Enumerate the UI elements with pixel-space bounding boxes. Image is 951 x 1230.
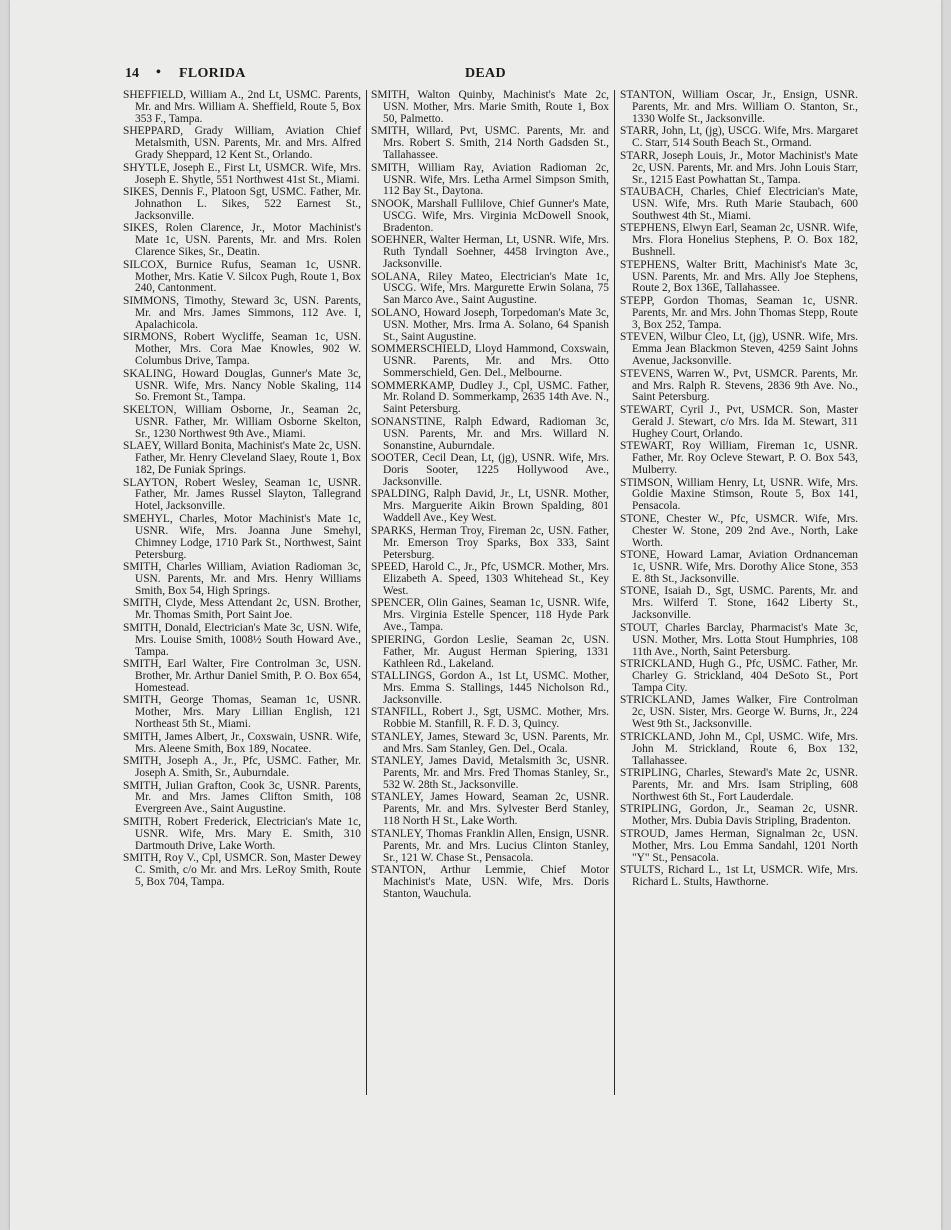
casualty-entry: SLAEY, Willard Bonita, Machinist's Mate 2c, USN. Father, Mr. Henry Cleveland Slaey, Route 1, Box 182, De Funiak Springs. xyxy=(123,440,361,477)
casualty-entry: SPARKS, Herman Troy, Fireman 2c, USN. Father, Mr. Emerson Troy Sparks, Box 333, Saint Petersburg. xyxy=(371,524,609,561)
column-1 xyxy=(123,90,361,889)
casualty-entry: SOLANO, Howard Joseph, Torpedoman's Mate 3c, USN. Mother, Mrs. Irma A. Solano, 64 Spanish St., Saint Augustine. xyxy=(371,306,609,343)
casualty-entry: SMITH, James Albert, Jr., Coxswain, USNR. Wife, Mrs. Aleene Smith, Box 189, Nocatee. xyxy=(123,730,361,755)
casualty-entry: SMITH, Willard, Pvt, USMC. Parents, Mr. and Mrs. Robert S. Smith, 214 North Gadsden St., Tallahassee. xyxy=(371,125,609,162)
casualty-entry: SMITH, Clyde, Mess Attendant 2c, USN. Brother, Mr. Thomas Smith, Port Saint Joe. xyxy=(123,597,361,622)
casualty-entry: SOMMERKAMP, Dudley J., Cpl, USMC. Father, Mr. Roland D. Sommerkamp, 2635 14th Ave. N., Saint Petersburg. xyxy=(371,379,609,416)
casualty-entry: SMEHYL, Charles, Motor Machinist's Mate 1c, USNR. Wife, Mrs. Joanna June Smehyl, Chimney Lodge, 1710 Park St., Northwest, Saint Petersburg. xyxy=(123,512,361,561)
document-page xyxy=(10,0,941,1230)
casualty-entry: STARR, John, Lt, (jg), USCG. Wife, Mrs. Margaret C. Starr, 514 South Beach St., Ormand. xyxy=(620,125,858,150)
casualty-entry: SHYTLE, Joseph E., First Lt, USMCR. Wife, Mrs. Joseph E. Shytle, 551 Northwest 41st St., Miami. xyxy=(123,161,361,186)
casualty-entry: STONE, Chester W., Pfc, USMCR. Wife, Mrs. Chester W. Stone, 209 2nd Ave., North, Lake Worth. xyxy=(620,512,858,549)
casualty-entry: STRICKLAND, Hugh G., Pfc, USMC. Father, Mr. Charley G. Strickland, 404 DeSoto St., Port Tampa City. xyxy=(620,658,858,694)
bullet-separator: • xyxy=(156,65,161,80)
casualty-entry: SIRMONS, Robert Wycliffe, Seaman 1c, USN. Mother, Mrs. Cora Mae Knowles, 902 W. Columbus Drive, Tampa. xyxy=(123,331,361,368)
casualty-entry: SMITH, Roy V., Cpl, USMCR. Son, Master Dewey C. Smith, c/o Mr. and Mrs. LeRoy Smith, Route 5, Box 704, Tampa. xyxy=(123,852,361,888)
casualty-entry: SMITH, Charles William, Aviation Radioman 3c, USN. Parents, Mr. and Mrs. Henry Williams Smith, Box 54, High Springs. xyxy=(123,561,361,597)
casualty-entry: SMITH, Walton Quinby, Machinist's Mate 2c, USN. Mother, Mrs. Marie Smith, Route 1, Box 50, Palmetto. xyxy=(371,89,609,125)
casualty-entry: SMITH, William Ray, Aviation Radioman 2c, USNR. Wife, Mrs. Letha Armel Simpson Smith, 112 Bay St., Daytona. xyxy=(371,161,609,198)
casualty-entry: STRIPLING, Charles, Steward's Mate 2c, USNR. Parents, Mr. and Mrs. Isam Stripling, 608 Northwest 6th St., Fort Lauderdale. xyxy=(620,767,858,803)
casualty-entry: STEPHENS, Elwyn Earl, Seaman 2c, USNR. Wife, Mrs. Flora Honelius Stephens, P. O. Box 182, Bushnell. xyxy=(620,222,858,259)
casualty-entry: STALLINGS, Gordon A., 1st Lt, USMC. Mother, Mrs. Emma S. Stallings, 1445 Nicholson Rd., Jacksonville. xyxy=(371,670,609,706)
casualty-entry: SOOTER, Cecil Dean, Lt, (jg), USNR. Wife, Mrs. Doris Sooter, 1225 Hollywood Ave., Jacksonville. xyxy=(371,452,609,488)
casualty-entry: SMITH, Joseph A., Jr., Pfc, USMC. Father, Mr. Joseph A. Smith, Sr., Auburndale. xyxy=(123,755,361,780)
casualty-entry: SONANSTINE, Ralph Edward, Radioman 3c, USN. Parents, Mr. and Mrs. Willard N. Sonanstine, Auburndale. xyxy=(371,415,609,452)
casualty-entry: STONE, Isaiah D., Sgt, USMC. Parents, Mr. and Mrs. Wilferd T. Stone, 1642 Liberty St., Jacksonville. xyxy=(620,585,858,622)
casualty-entry: STRICKLAND, John M., Cpl, USMC. Wife, Mrs. John M. Strickland, Route 6, Box 132, Tallahassee. xyxy=(620,730,858,767)
casualty-entry: STULTS, Richard L., 1st Lt, USMCR. Wife, Mrs. Richard L. Stults, Hawthorne. xyxy=(620,864,858,888)
casualty-entry: SOMMERSCHIELD, Lloyd Hammond, Coxswain, USNR. Parents, Mr. and Mrs. Otto Sommerschield, Gen. Del., Melbourne. xyxy=(371,343,609,379)
page-header xyxy=(10,66,941,84)
casualty-entry: STONE, Howard Lamar, Aviation Ordnanceman 1c, USNR. Wife, Mrs. Dorothy Alice Stone, 353 E. 8th St., Jacksonville. xyxy=(620,549,858,585)
casualty-entry: SOLANA, Riley Mateo, Electrician's Mate 1c, USCG. Wife, Mrs. Margurette Erwin Solana, 75 San Marco Ave., Saint Augustine. xyxy=(371,270,609,307)
casualty-entry: SNOOK, Marshall Fullilove, Chief Gunner's Mate, USCG. Wife, Mrs. Virginia McDowell Snook, Bradenton. xyxy=(371,197,609,234)
casualty-entry: SKALING, Howard Douglas, Gunner's Mate 3c, USNR. Wife, Mrs. Nancy Noble Skaling, 114 So. Fremont St., Tampa. xyxy=(123,367,361,404)
casualty-entry: STRIPLING, Gordon, Jr., Seaman 2c, USNR. Mother, Mrs. Dubia Davis Stripling, Bradenton. xyxy=(620,803,858,828)
casualty-entry: STOUT, Charles Barclay, Pharmacist's Mate 3c, USN. Mother, Mrs. Lotta Stout Humphries, 108 11th Ave., North, Saint Petersburg. xyxy=(620,621,858,658)
casualty-entry: STANTON, Arthur Lemmie, Chief Motor Machinist's Mate, USN. Wife, Mrs. Doris Stanton, Wauchula. xyxy=(371,864,609,900)
casualty-entry: SMITH, George Thomas, Seaman 1c, USNR. Mother, Mrs. Mary Lillian English, 121 Northeast 5th St., Miami. xyxy=(123,694,361,731)
casualty-entry: SPEED, Harold C., Jr., Pfc, USMCR. Mother, Mrs. Elizabeth A. Speed, 1303 Whitehead St., Key West. xyxy=(371,561,609,597)
casualty-entry: STEVENS, Warren W., Pvt, USMCR. Parents, Mr. and Mrs. Ralph R. Stevens, 2836 9th Ave. No., Saint Petersburg. xyxy=(620,367,858,404)
casualty-entry: SIKES, Rolen Clarence, Jr., Motor Machinist's Mate 1c, USN. Parents, Mr. and Mrs. Rolen Clarence Sikes, Sr., Deatin. xyxy=(123,222,361,259)
casualty-entry: SPIERING, Gordon Leslie, Seaman 2c, USN. Father, Mr. August Herman Spiering, 1331 Kathleen Rd., Lakeland. xyxy=(371,633,609,670)
casualty-entry: SIKES, Dennis F., Platoon Sgt, USMC. Father, Mr. Johnathon L. Sikes, 522 Earnest St., Jacksonville. xyxy=(123,186,361,222)
casualty-entry: STANLEY, James David, Metalsmith 3c, USNR. Parents, Mr. and Mrs. Fred Thomas Stanley, Sr., 532 W. 28th St., Jacksonville. xyxy=(371,755,609,791)
casualty-entry: STIMSON, William Henry, Lt, USNR. Wife, Mrs. Goldie Maxine Stimson, Route 5, Box 141, Pensacola. xyxy=(620,476,858,513)
casualty-entry: SKELTON, William Osborne, Jr., Seaman 2c, USNR. Father, Mr. William Osborne Skelton, Sr., 1230 Northwest 9th Ave., Miami. xyxy=(123,403,361,440)
casualty-entry: STEWART, Cyril J., Pvt, USMCR. Son, Master Gerald J. Stewart, c/o Mrs. Ida M. Stewart, 311 Hughey Court, Orlando. xyxy=(620,403,858,440)
casualty-entry: STEWART, Roy William, Fireman 1c, USNR. Father, Mr. Roy Ocleve Stewart, P. O. Box 543, Mulberry. xyxy=(620,440,858,477)
casualty-entry: SMITH, Earl Walter, Fire Controlman 3c, USN. Brother, Mr. Arthur Daniel Smith, P. O. Box 654, Homestead. xyxy=(123,658,361,694)
casualty-entry: SMITH, Robert Frederick, Electrician's Mate 1c, USNR. Wife, Mrs. Mary E. Smith, 310 Dartmouth Drive, Lake Worth. xyxy=(123,815,361,852)
column-3 xyxy=(620,90,858,889)
casualty-entry: SMITH, Donald, Electrician's Mate 3c, USN. Wife, Mrs. Louise Smith, 1008½ South Howard Ave., Tampa. xyxy=(123,621,361,658)
casualty-entry: SMITH, Julian Grafton, Cook 3c, USNR. Parents, Mr. and Mrs. James Clifton Smith, 108 Evergreen Ave., Saint Augustine. xyxy=(123,779,361,816)
casualty-entry: SLAYTON, Robert Wesley, Seaman 1c, USNR. Father, Mr. James Russel Slayton, Tallegrand Hotel, Jacksonville. xyxy=(123,476,361,513)
column-divider xyxy=(366,90,367,1095)
casualty-entry: STEVEN, Wilbur Cleo, Lt, (jg), USNR. Wife, Mrs. Emma Jean Blackmon Steven, 4259 Saint Johns Avenue, Jacksonville. xyxy=(620,331,858,368)
casualty-entry: STARR, Joseph Louis, Jr., Motor Machinist's Mate 2c, USN. Parents, Mr. and Mrs. John Louis Starr, Sr., 1215 East Powhattan St., Tampa. xyxy=(620,149,858,186)
casualty-entry: SHEFFIELD, William A., 2nd Lt, USMC. Parents, Mr. and Mrs. William A. Sheffield, Route 5, Box 353 F., Tampa. xyxy=(123,89,361,125)
casualty-entry: STEPHENS, Walter Britt, Machinist's Mate 3c, USN. Parents, Mr. and Mrs. Ally Joe Stephens, Route 2, Box 136E, Tallahassee. xyxy=(620,258,858,295)
casualty-entry: STANLEY, James, Steward 3c, USN. Parents, Mr. and Mrs. Sam Stanley, Gen. Del., Ocala. xyxy=(371,730,609,755)
casualty-entry: STANTON, William Oscar, Jr., Ensign, USNR. Parents, Mr. and Mrs. William O. Stanton, Sr., 1330 Wolfe St., Jacksonville. xyxy=(620,89,858,125)
column-divider xyxy=(614,90,615,1095)
casualty-entry: STRICKLAND, James Walker, Fire Controlman 2c, USN. Sister, Mrs. George W. Burns, Jr., 224 West 9th St., Jacksonville. xyxy=(620,694,858,731)
casualty-entry: STEPP, Gordon Thomas, Seaman 1c, USNR. Parents, Mr. and Mrs. John Thomas Stepp, Route 3, Box 252, Tampa. xyxy=(620,294,858,331)
page-number: 14 xyxy=(125,66,139,81)
casualty-entry: SIMMONS, Timothy, Steward 3c, USN. Parents, Mr. and Mrs. James Simmons, 112 Ave. I, Apalachicola. xyxy=(123,294,361,331)
casualty-entry: SILCOX, Burnice Rufus, Seaman 1c, USNR. Mother, Mrs. Katie V. Silcox Pugh, Route 1, Box 240, Cantonment. xyxy=(123,258,361,295)
casualty-entry: STANLEY, James Howard, Seaman 2c, USNR. Parents, Mr. and Mrs. Sylvester Berd Stanley, 118 North H St., Lake Worth. xyxy=(371,791,609,828)
casualty-entry: STANLEY, Thomas Franklin Allen, Ensign, USNR. Parents, Mr. and Mrs. Lucius Clinton Stanley, Sr., 121 W. Chase St., Pensacola. xyxy=(371,827,609,864)
section-title: DEAD xyxy=(465,66,506,81)
casualty-entry: SOEHNER, Walter Herman, Lt, USNR. Wife, Mrs. Ruth Tyndall Soehner, 4458 Irvington Ave., Jacksonville. xyxy=(371,234,609,271)
casualty-entry: STAUBACH, Charles, Chief Electrician's Mate, USN. Wife, Mrs. Ruth Marie Staubach, 600 Southwest 4th St., Miami. xyxy=(620,186,858,222)
casualty-entry: STROUD, James Herman, Signalman 2c, USN. Mother, Mrs. Lou Emma Sandahl, 1201 North "Y" St., Pensacola. xyxy=(620,827,858,864)
casualty-entry: SPALDING, Ralph David, Jr., Lt, USNR. Mother, Mrs. Marguerite Aikin Brown Spalding, 801 Waddell Ave., Key West. xyxy=(371,488,609,525)
state-title: FLORIDA xyxy=(179,66,246,81)
column-2 xyxy=(371,90,609,901)
casualty-entry: SPENCER, Olin Gaines, Seaman 1c, USNR. Wife, Mrs. Virginia Estelle Spencer, 118 Hyde Park Ave., Tampa. xyxy=(371,597,609,634)
casualty-entry: SHEPPARD, Grady William, Aviation Chief Metalsmith, USN. Parents, Mr. and Mrs. Alfred Grady Sheppard, 12 Kent St., Orlando. xyxy=(123,125,361,162)
casualty-entry: STANFILL, Robert J., Sgt, USMC. Mother, Mrs. Robbie M. Stanfill, R. F. D. 3, Quincy. xyxy=(371,706,609,731)
